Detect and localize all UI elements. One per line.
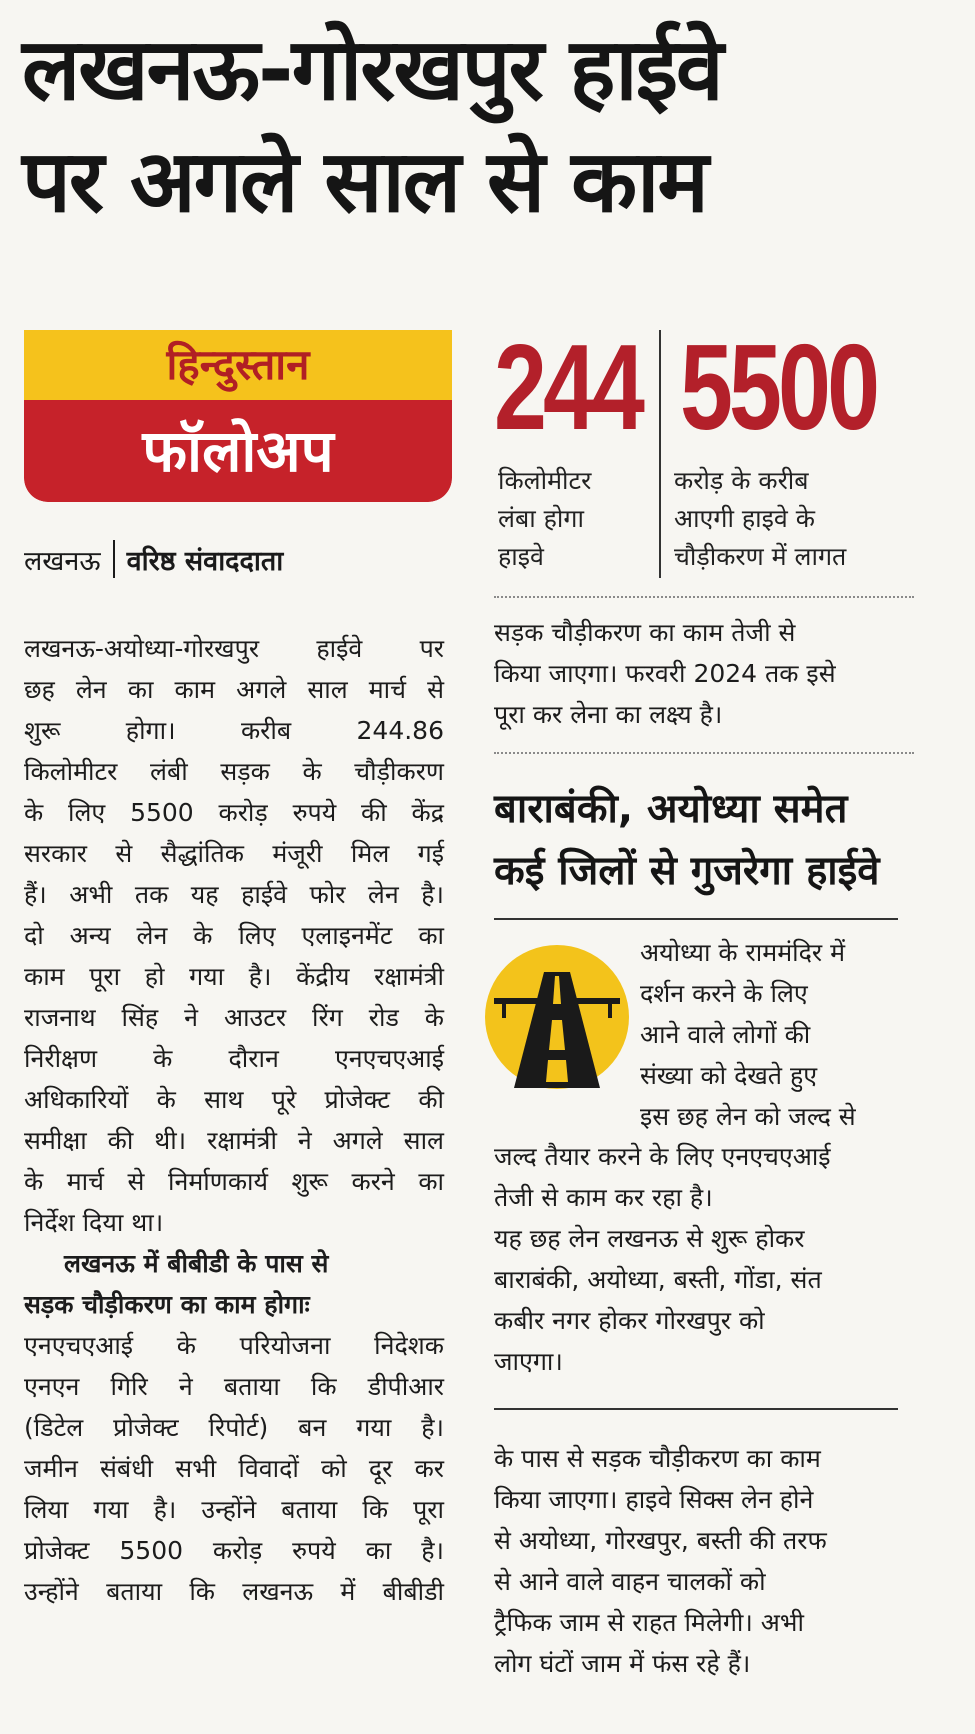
subheadline-line-1: बाराबंकी, अयोध्या समेत — [494, 786, 848, 832]
article-line: समीक्षा की थी। रक्षामंत्री ने अगले साल — [24, 1126, 444, 1155]
article-subheading-line: सड़क चौड़ीकरण का काम होगाः — [24, 1290, 310, 1319]
stat-caption-line: लंबा होगा — [498, 504, 584, 533]
column-rule — [494, 1408, 898, 1410]
subheadline-rule — [494, 918, 898, 920]
road-icon — [482, 942, 632, 1092]
byline-separator — [113, 540, 115, 578]
byline-reporter: वरिष्ठ संवाददाता — [126, 545, 284, 577]
article-line: निरीक्षण के दौरान एनएचएआई — [24, 1044, 444, 1073]
subheadline-line-2: कई जिलों से गुजरेगा हाईवे — [494, 848, 880, 894]
article-line: छह लेन का काम अगले साल मार्च से — [24, 675, 444, 704]
article-line: शुरू होगा। करीब 244.86 — [24, 716, 444, 745]
subheadline — [494, 778, 934, 902]
article-line: जाएगा। — [494, 1347, 563, 1376]
article-line: तेजी से काम कर रहा है। — [494, 1183, 713, 1212]
article-line: पूरा कर लेना का लक्ष्य है। — [494, 700, 723, 729]
article-line: राजनाथ सिंह ने आउटर रिंग रोड के — [24, 1003, 444, 1032]
article-line: उन्होंने बताया कि लखनऊ में बीबीडी — [24, 1577, 444, 1606]
hindustan-followup-logo — [24, 330, 452, 502]
article-line: लखनऊ-अयोध्या-गोरखपुर हाईवे पर — [24, 634, 444, 663]
article-line: लोग घंटों जाम में फंस रहे हैं। — [494, 1649, 751, 1678]
stat-caption-line: हाइवे — [498, 542, 544, 571]
article-line: किया जाएगा। हाइवे सिक्स लेन होने — [494, 1485, 814, 1514]
article-line: निर्देश दिया था। — [24, 1208, 164, 1237]
right-column-intro — [494, 612, 914, 735]
article-line: दो अन्य लेन के लिए एलाइनमेंट का — [24, 921, 444, 950]
article-line: के पास से सड़क चौड़ीकरण का काम — [494, 1444, 821, 1473]
stat-caption-line: चौड़ीकरण में लागत — [674, 542, 847, 571]
left-column-article — [24, 628, 444, 1612]
article-line: बाराबंकी, अयोध्या, बस्ती, गोंडा, संत — [494, 1265, 822, 1294]
headline — [22, 14, 952, 238]
article-line: से अयोध्या, गोरखपुर, बस्ती की तरफ — [494, 1526, 827, 1555]
article-line: हैं। अभी तक यह हाईवे फोर लेन है। — [24, 880, 444, 909]
article-line: काम पूरा हो गया है। केंद्रीय रक्षामंत्री — [24, 962, 444, 991]
stat-divider — [659, 330, 661, 578]
article-line: सड़क चौड़ीकरण का काम तेजी से — [494, 618, 796, 647]
dotted-divider — [494, 752, 914, 754]
article-line: आने वाले लोगों की — [640, 1020, 811, 1049]
headline-line-2: पर अगले साल से काम — [22, 132, 707, 232]
article-line: लिया गया है। उन्होंने बताया कि पूरा — [24, 1495, 444, 1524]
article-line: अयोध्या के राममंदिर में — [640, 938, 846, 967]
article-line: एनएचएआई के परियोजना निदेशक — [24, 1331, 444, 1360]
article-line: प्रोजेक्ट 5500 करोड़ रुपये का है। — [24, 1536, 444, 1565]
article-line: कबीर नगर होकर गोरखपुर को — [494, 1306, 765, 1335]
brand-name: हिन्दुस्तान — [24, 330, 452, 400]
article-line: के लिए 5500 करोड़ रुपये की केंद्र — [24, 798, 444, 827]
article-subheading-line: लखनऊ में बीबीडी के पास से — [64, 1249, 329, 1278]
stat-number-cost: 5500 — [680, 319, 877, 455]
article-line: इस छह लेन को जल्द से — [640, 1102, 856, 1131]
article-line: के मार्च से निर्माणकार्य शुरू करने का — [24, 1167, 444, 1196]
wrapped-article-text — [640, 932, 930, 1137]
stat-caption-cost — [674, 462, 924, 576]
article-line: सरकार से सैद्धांतिक मंजूरी मिल गई — [24, 839, 444, 868]
article-line: जमीन संबंधी सभी विवादों को दूर कर — [24, 1454, 444, 1483]
article-line: ट्रैफिक जाम से राहत मिलेगी। अभी — [494, 1608, 804, 1637]
article-line: एनएन गिरि ने बताया कि डीपीआर — [24, 1372, 444, 1401]
article-line: संख्या को देखते हुए — [640, 1061, 818, 1090]
stat-number-length: 244 — [494, 319, 642, 455]
article-line: जल्द तैयार करने के लिए एनएचएआई — [494, 1142, 831, 1171]
article-line: (डिटेल प्रोजेक्ट रिपोर्ट) बन गया है। — [24, 1413, 444, 1442]
headline-line-1: लखनऊ-गोरखपुर हाईवे — [22, 20, 722, 120]
article-line: किलोमीटर लंबी सड़क के चौड़ीकरण — [24, 757, 444, 786]
byline — [24, 540, 283, 578]
stat-caption-line: करोड़ के करीब — [674, 466, 809, 495]
article-line: अधिकारियों के साथ पूरे प्रोजेक्ट की — [24, 1085, 444, 1114]
right-column-middle — [494, 1136, 924, 1382]
right-column-bottom — [494, 1438, 914, 1684]
article-line: से आने वाले वाहन चालकों को — [494, 1567, 766, 1596]
dotted-divider — [494, 596, 914, 598]
stat-caption-line: किलोमीटर — [498, 466, 592, 495]
article-line: यह छह लेन लखनऊ से शुरू होकर — [494, 1224, 805, 1253]
byline-city: लखनऊ — [24, 545, 101, 577]
article-line: किया जाएगा। फरवरी 2024 तक इसे — [494, 659, 836, 688]
stat-caption-line: आएगी हाइवे के — [674, 504, 815, 533]
brand-section: फॉलोअप — [24, 400, 452, 502]
article-line: दर्शन करने के लिए — [640, 979, 808, 1008]
stat-caption-length — [498, 462, 648, 576]
